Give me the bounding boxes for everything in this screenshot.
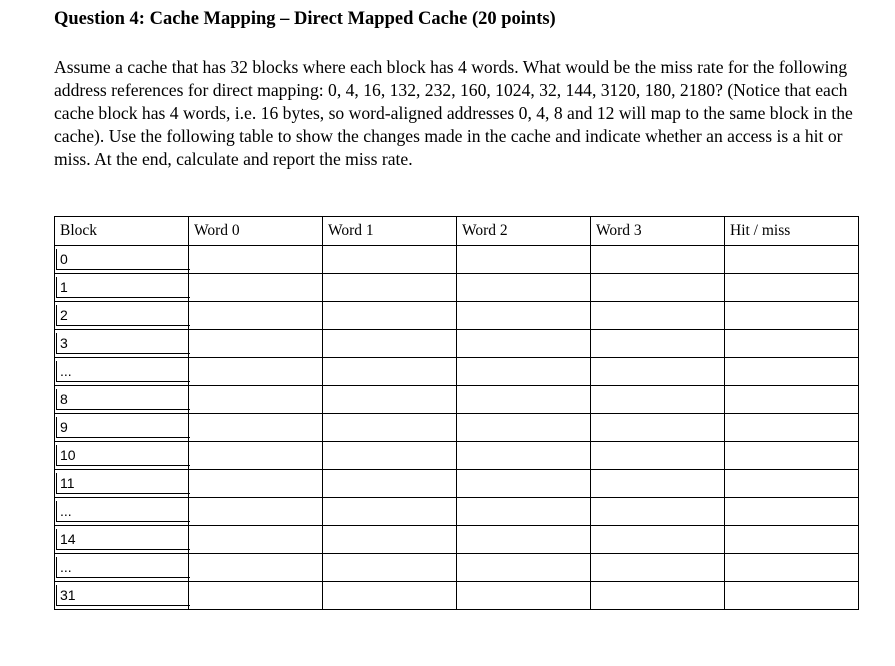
cache-table bbox=[54, 216, 859, 610]
table-row bbox=[55, 526, 859, 554]
header-block: Block bbox=[55, 217, 189, 246]
block-label: 11 bbox=[56, 473, 190, 494]
word-1-cell[interactable] bbox=[323, 302, 457, 330]
word-2-cell[interactable] bbox=[457, 498, 591, 526]
hit-miss-cell[interactable] bbox=[725, 358, 859, 386]
table-row bbox=[55, 302, 859, 330]
hit-miss-cell[interactable] bbox=[725, 330, 859, 358]
block-label: ... bbox=[56, 361, 190, 382]
block-cell bbox=[55, 358, 189, 386]
block-cell bbox=[55, 274, 189, 302]
word-1-cell[interactable] bbox=[323, 330, 457, 358]
word-0-cell[interactable] bbox=[189, 330, 323, 358]
block-cell bbox=[55, 470, 189, 498]
word-3-cell[interactable] bbox=[591, 582, 725, 610]
table-row bbox=[55, 386, 859, 414]
block-cell bbox=[55, 582, 189, 610]
word-1-cell[interactable] bbox=[323, 414, 457, 442]
block-label: 0 bbox=[56, 249, 190, 270]
header-word-2: Word 2 bbox=[457, 217, 591, 246]
word-0-cell[interactable] bbox=[189, 386, 323, 414]
word-1-cell[interactable] bbox=[323, 386, 457, 414]
word-2-cell[interactable] bbox=[457, 526, 591, 554]
word-0-cell[interactable] bbox=[189, 442, 323, 470]
block-cell bbox=[55, 330, 189, 358]
table-header-row bbox=[55, 217, 859, 246]
word-1-cell[interactable] bbox=[323, 582, 457, 610]
table-row bbox=[55, 498, 859, 526]
word-0-cell[interactable] bbox=[189, 554, 323, 582]
hit-miss-cell[interactable] bbox=[725, 554, 859, 582]
word-2-cell[interactable] bbox=[457, 358, 591, 386]
block-label: 3 bbox=[56, 333, 190, 354]
header-word-0: Word 0 bbox=[189, 217, 323, 246]
word-1-cell[interactable] bbox=[323, 498, 457, 526]
table-row bbox=[55, 582, 859, 610]
word-2-cell[interactable] bbox=[457, 470, 591, 498]
word-3-cell[interactable] bbox=[591, 386, 725, 414]
word-2-cell[interactable] bbox=[457, 414, 591, 442]
word-2-cell[interactable] bbox=[457, 246, 591, 274]
block-label: 31 bbox=[56, 585, 190, 606]
word-1-cell[interactable] bbox=[323, 526, 457, 554]
word-3-cell[interactable] bbox=[591, 470, 725, 498]
word-0-cell[interactable] bbox=[189, 302, 323, 330]
word-0-cell[interactable] bbox=[189, 470, 323, 498]
word-1-cell[interactable] bbox=[323, 470, 457, 498]
word-0-cell[interactable] bbox=[189, 274, 323, 302]
word-1-cell[interactable] bbox=[323, 246, 457, 274]
word-2-cell[interactable] bbox=[457, 330, 591, 358]
word-0-cell[interactable] bbox=[189, 414, 323, 442]
block-cell bbox=[55, 554, 189, 582]
word-2-cell[interactable] bbox=[457, 442, 591, 470]
word-0-cell[interactable] bbox=[189, 358, 323, 386]
word-1-cell[interactable] bbox=[323, 358, 457, 386]
block-label: ... bbox=[56, 501, 190, 522]
word-2-cell[interactable] bbox=[457, 582, 591, 610]
hit-miss-cell[interactable] bbox=[725, 246, 859, 274]
hit-miss-cell[interactable] bbox=[725, 526, 859, 554]
word-3-cell[interactable] bbox=[591, 302, 725, 330]
word-2-cell[interactable] bbox=[457, 386, 591, 414]
table-row bbox=[55, 470, 859, 498]
block-label: 2 bbox=[56, 305, 190, 326]
word-0-cell[interactable] bbox=[189, 526, 323, 554]
block-label: ... bbox=[56, 557, 190, 578]
table-row bbox=[55, 442, 859, 470]
word-0-cell[interactable] bbox=[189, 246, 323, 274]
block-cell bbox=[55, 442, 189, 470]
block-label: 10 bbox=[56, 445, 190, 466]
block-cell bbox=[55, 498, 189, 526]
word-3-cell[interactable] bbox=[591, 526, 725, 554]
table-row bbox=[55, 554, 859, 582]
hit-miss-cell[interactable] bbox=[725, 498, 859, 526]
word-3-cell[interactable] bbox=[591, 498, 725, 526]
word-2-cell[interactable] bbox=[457, 554, 591, 582]
word-1-cell[interactable] bbox=[323, 274, 457, 302]
word-3-cell[interactable] bbox=[591, 246, 725, 274]
header-word-1: Word 1 bbox=[323, 217, 457, 246]
word-2-cell[interactable] bbox=[457, 302, 591, 330]
hit-miss-cell[interactable] bbox=[725, 582, 859, 610]
block-cell bbox=[55, 414, 189, 442]
block-label: 8 bbox=[56, 389, 190, 410]
word-2-cell[interactable] bbox=[457, 274, 591, 302]
table-row bbox=[55, 414, 859, 442]
table-row bbox=[55, 274, 859, 302]
table-row bbox=[55, 246, 859, 274]
hit-miss-cell[interactable] bbox=[725, 470, 859, 498]
block-cell bbox=[55, 246, 189, 274]
table-row bbox=[55, 330, 859, 358]
word-3-cell[interactable] bbox=[591, 330, 725, 358]
block-label: 9 bbox=[56, 417, 190, 438]
word-1-cell[interactable] bbox=[323, 442, 457, 470]
word-3-cell[interactable] bbox=[591, 358, 725, 386]
hit-miss-cell[interactable] bbox=[725, 302, 859, 330]
word-0-cell[interactable] bbox=[189, 582, 323, 610]
hit-miss-cell[interactable] bbox=[725, 274, 859, 302]
question-paragraph: Assume a cache that has 32 blocks where each block has 4 words. What would be the miss rate for the following address references for direct mapping: 0, 4, 16, 132, 232, 160, 1024, 32, 144, 3120, 180, 2180? (Notice that each cache block has 4 words, i.e. 16 bytes, so word-aligned addresses 0, 4, 8 and 12 will map to the same block in the cache). Use the following table to show the changes made in the cache and indicate whether an access is a hit or miss. At the end, calculate and report the miss rate. bbox=[54, 57, 853, 169]
question-title: Question 4: Cache Mapping – Direct Mapped Cache (20 points) bbox=[54, 9, 556, 29]
table-row bbox=[55, 358, 859, 386]
block-cell bbox=[55, 386, 189, 414]
block-cell bbox=[55, 302, 189, 330]
word-3-cell[interactable] bbox=[591, 442, 725, 470]
block-label: 14 bbox=[56, 529, 190, 550]
hit-miss-cell[interactable] bbox=[725, 414, 859, 442]
block-cell bbox=[55, 526, 189, 554]
header-word-3: Word 3 bbox=[591, 217, 725, 246]
block-label: 1 bbox=[56, 277, 190, 298]
word-3-cell[interactable] bbox=[591, 414, 725, 442]
hit-miss-cell[interactable] bbox=[725, 386, 859, 414]
hit-miss-cell[interactable] bbox=[725, 442, 859, 470]
word-3-cell[interactable] bbox=[591, 554, 725, 582]
word-3-cell[interactable] bbox=[591, 274, 725, 302]
word-0-cell[interactable] bbox=[189, 498, 323, 526]
word-1-cell[interactable] bbox=[323, 554, 457, 582]
header-hit-miss: Hit / miss bbox=[725, 217, 859, 246]
